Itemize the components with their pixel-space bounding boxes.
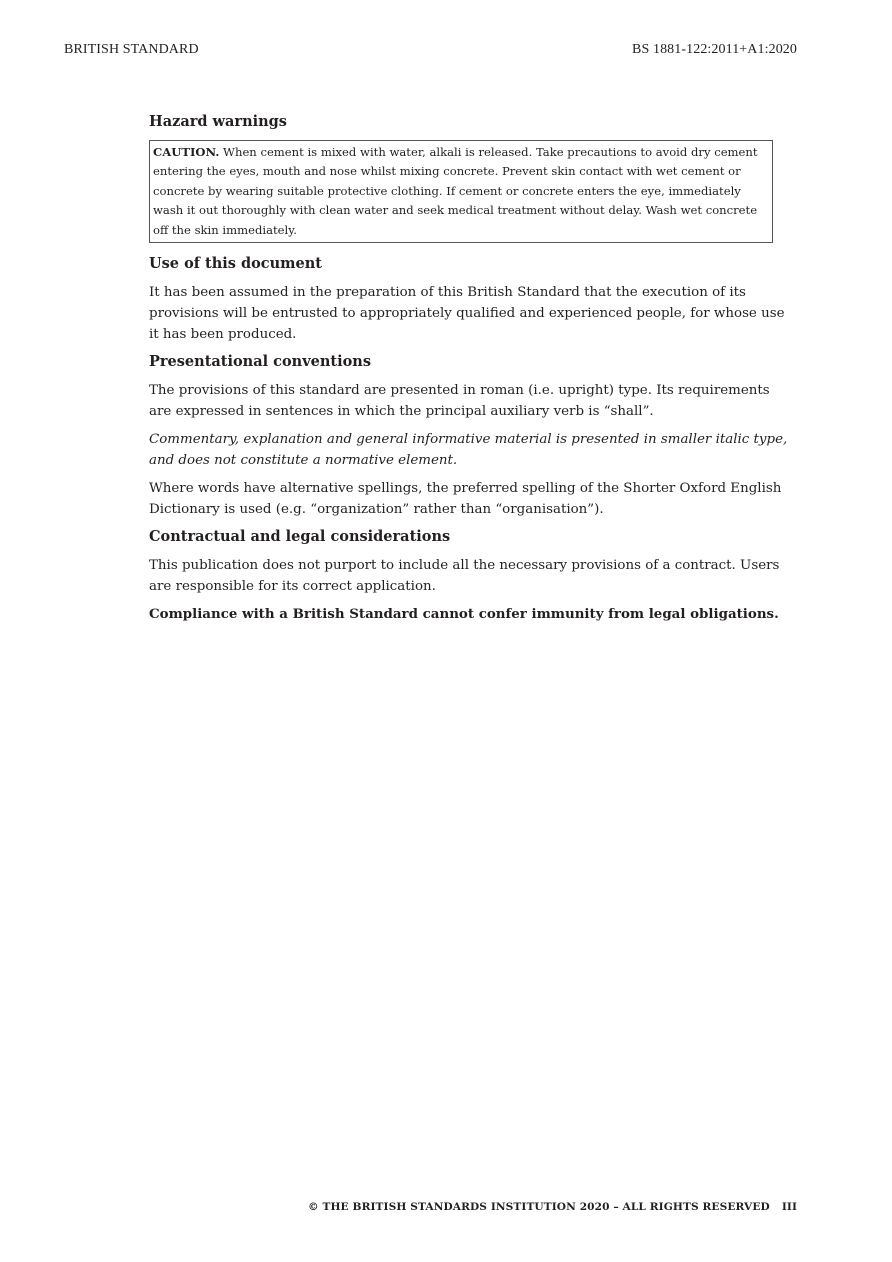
legal-heading: Contractual and legal considerations (149, 528, 451, 546)
conventions-paragraph-1: The provisions of this standard are presented in roman (i.e. upright) type. Its requirements are expressed in sentences in which the principal auxiliary verb is “shall”. (149, 383, 770, 420)
header-left: BRITISH STANDARD (64, 42, 199, 57)
use-heading: Use of this document (149, 255, 322, 273)
footer-copyright: © THE BRITISH STANDARDS INSTITUTION 2020 – ALL RIGHTS RESERVED (307, 1201, 770, 1213)
conventions-paragraph-2: Commentary, explanation and general informative material is presented in smaller italic type, and does not constitute a normative element. (149, 432, 788, 469)
header-right: BS 1881-122:2011+A1:2020 (632, 42, 797, 57)
hazard-section (149, 112, 794, 243)
conventions-section (149, 352, 794, 520)
page-header (64, 42, 797, 58)
use-paragraph: It has been assumed in the preparation of this British Standard that the execution of its provisions will be entrusted to appropriately qualified and experienced people, for whose use it has been produced. (149, 285, 785, 343)
legal-paragraph-2: Compliance with a British Standard cannot confer immunity from legal obligations. (149, 606, 779, 623)
caution-text: When cement is mixed with water, alkali is released. Take precautions to avoid dry cement entering the eyes, mouth and nose whilst mixing concrete. Prevent skin contact with wet cement or concrete by wearing suitable protective clothing. If cement or concrete enters the eye, immediately wash it out thoroughly with clean water and seek medical treatment without delay. Wash wet concrete off the skin immediately. (153, 145, 758, 237)
hazard-heading: Hazard warnings (149, 113, 287, 130)
legal-section (149, 527, 794, 625)
caution-box (149, 140, 773, 243)
page-number: III (781, 1201, 797, 1213)
use-section (149, 254, 794, 345)
conventions-heading: Presentational conventions (149, 353, 371, 371)
page-content (149, 112, 794, 632)
caution-lead: CAUTION. (153, 145, 220, 159)
legal-paragraph-1: This publication does not purport to include all the necessary provisions of a contract. Users are responsible for its correct application. (149, 558, 780, 595)
conventions-paragraph-3: Where words have alternative spellings, the preferred spelling of the Shorter Oxford English Dictionary is used (e.g. “organization” rather than “organisation”). (149, 481, 782, 518)
page-footer (308, 1201, 797, 1213)
